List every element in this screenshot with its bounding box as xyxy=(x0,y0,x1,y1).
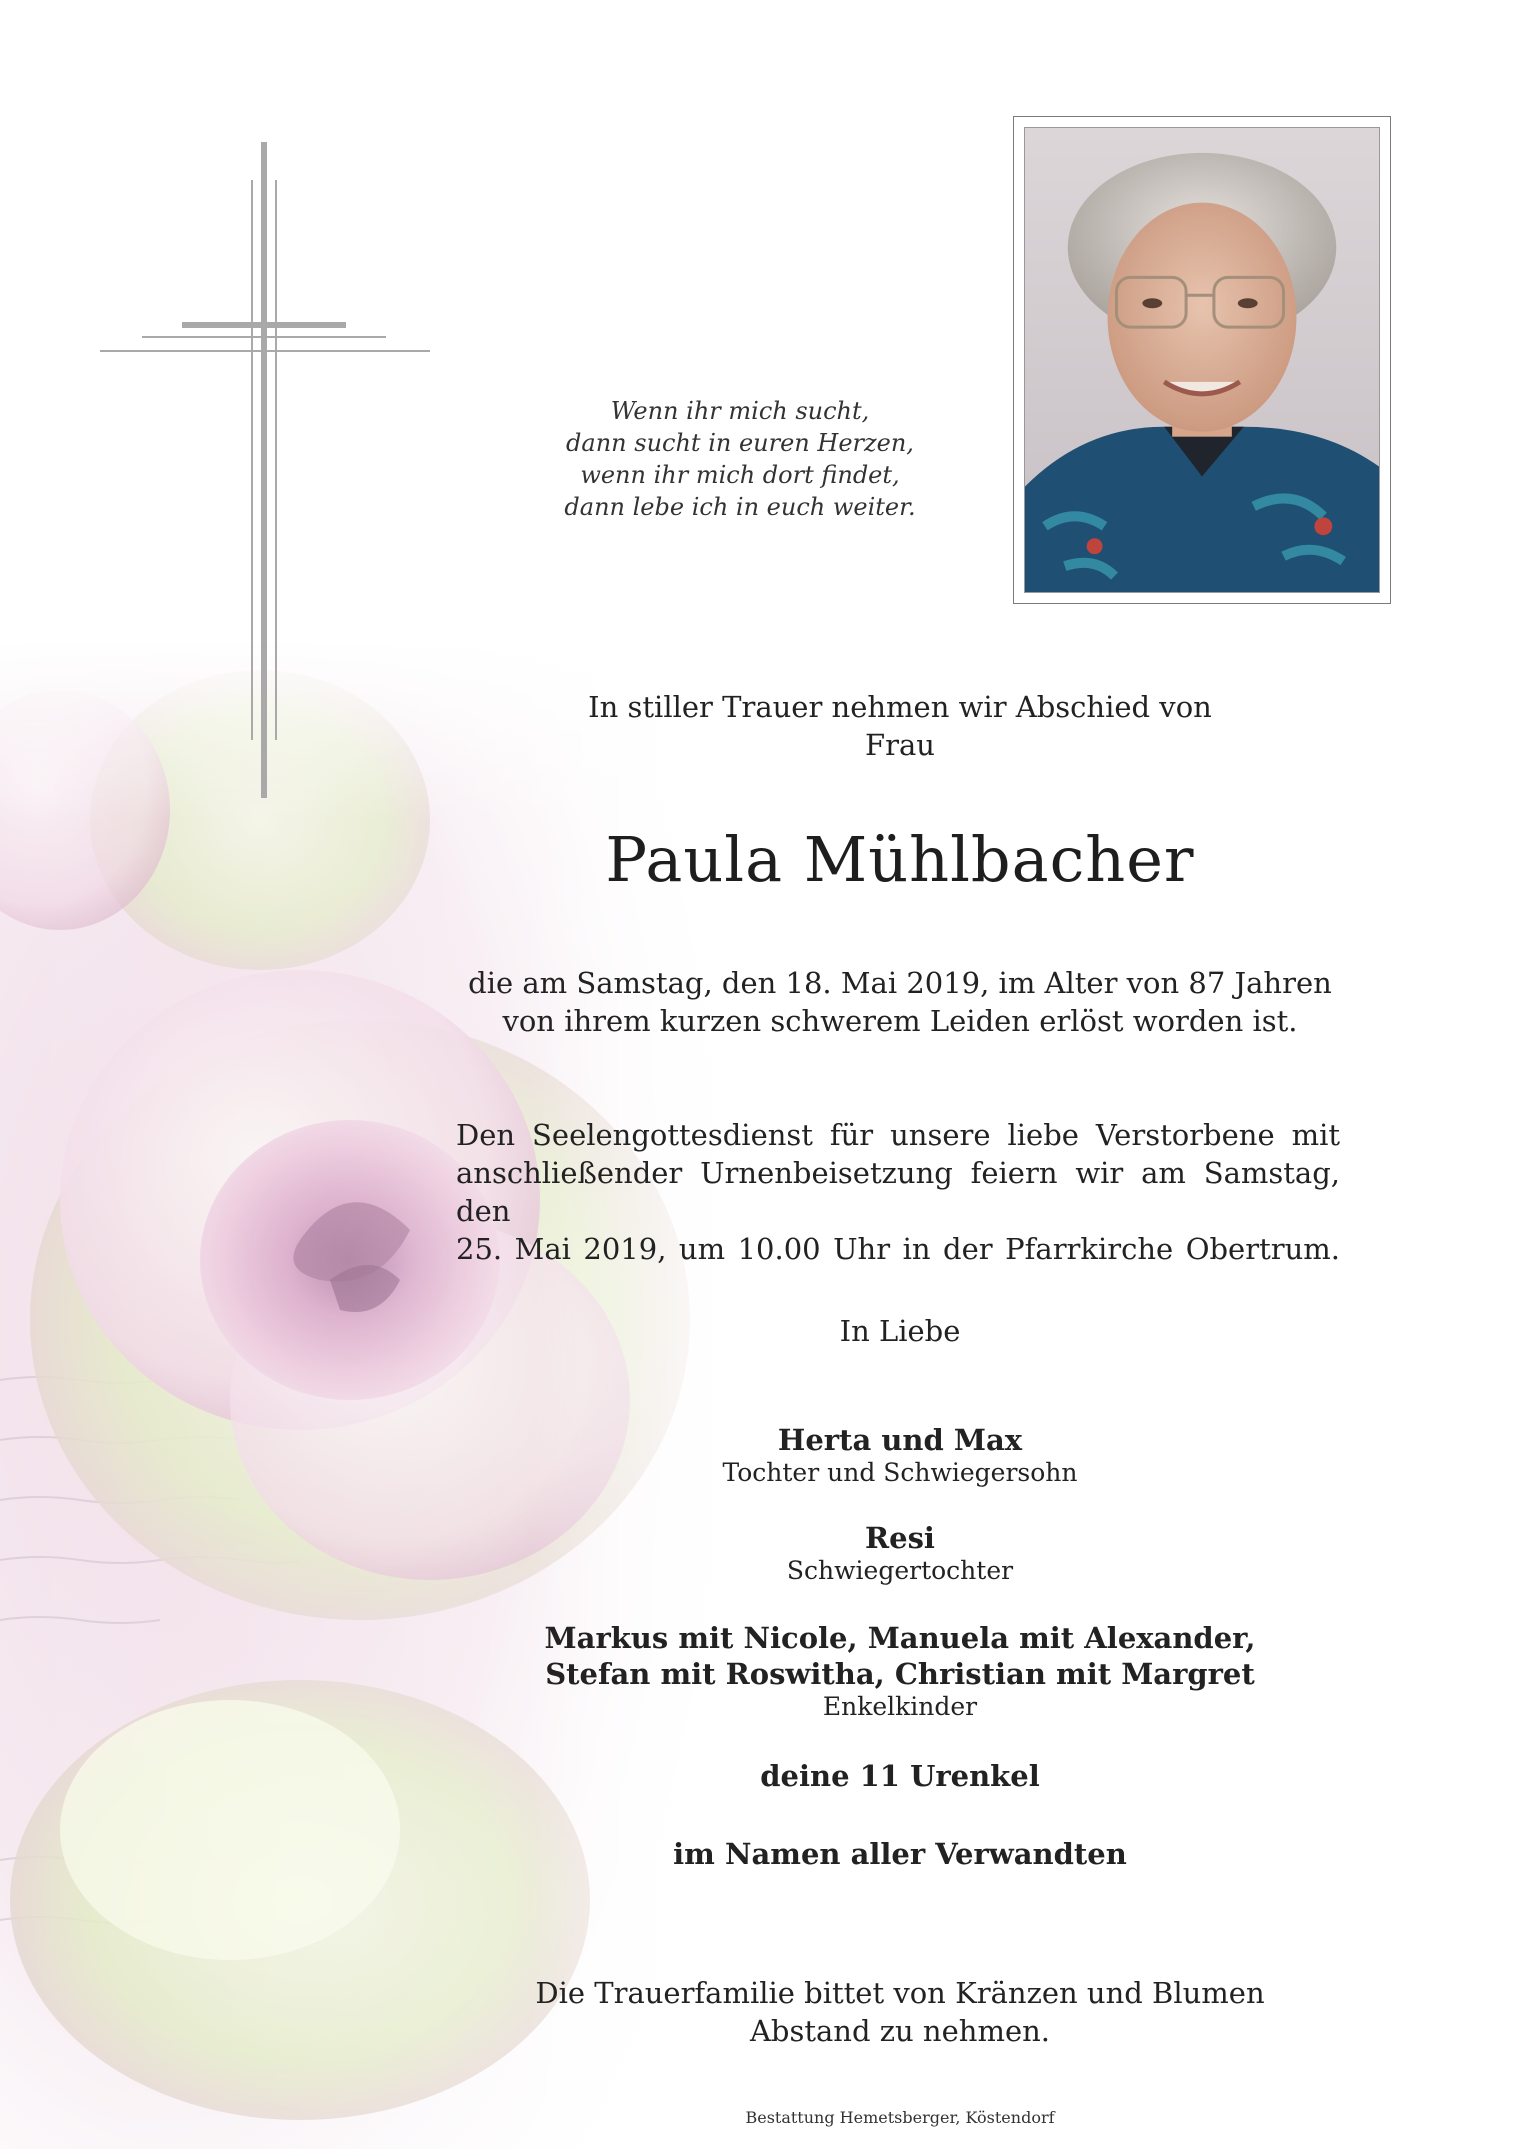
intro-text xyxy=(440,688,1360,764)
family-entry xyxy=(440,1758,1360,1794)
portrait-illustration xyxy=(1025,128,1379,592)
closing-request xyxy=(440,1974,1360,2050)
family-relation: Enkelkinder xyxy=(822,1692,978,1721)
family-names: deine 11 Urenkel xyxy=(760,1759,1040,1793)
family-entry xyxy=(440,1520,1360,1586)
portrait-photo xyxy=(1024,127,1380,593)
family-names: Resi xyxy=(865,1521,935,1555)
intro-salutation: Frau xyxy=(865,728,935,762)
service-announcement xyxy=(456,1116,1340,1268)
family-entry xyxy=(440,1836,1360,1872)
family-entry xyxy=(440,1620,1360,1722)
memorial-verse xyxy=(500,395,980,523)
in-love-label: In Liebe xyxy=(839,1314,961,1348)
family-names: Markus mit Nicole, Manuela mit Alexander, xyxy=(544,1621,1256,1655)
funeral-home-credit: Bestattung Hemetsberger, Köstendorf xyxy=(745,2108,1055,2127)
intro-line: In stiller Trauer nehmen wir Abschied von xyxy=(588,690,1212,724)
death-notice-line: die am Samstag, den 18. Mai 2019, im Alter von 87 Jahren xyxy=(468,966,1332,1000)
portrait-frame xyxy=(1013,116,1391,604)
closing-line: Abstand zu nehmen. xyxy=(749,2014,1051,2048)
family-names: Stefan mit Roswitha, Christian mit Margret xyxy=(545,1657,1255,1691)
service-line: 25. Mai 2019, um 10.00 Uhr in der Pfarrkirche Obertrum. xyxy=(456,1232,1340,1266)
family-entry xyxy=(440,1422,1360,1488)
verse-line: wenn ihr mich dort findet, xyxy=(580,461,900,489)
family-names: im Namen aller Verwandten xyxy=(673,1837,1127,1871)
cross-icon xyxy=(100,140,430,800)
service-line: Den Seelengottesdienst für unsere liebe Verstorbene mit xyxy=(456,1118,1340,1152)
service-line: anschließender Urnenbeisetzung feiern wir am Samstag, den xyxy=(456,1156,1340,1228)
verse-line: dann sucht in euren Herzen, xyxy=(566,429,914,457)
death-notice-line: von ihrem kurzen schwerem Leiden erlöst worden ist. xyxy=(502,1004,1298,1038)
deceased-name: Paula Mühlbacher xyxy=(605,823,1195,896)
closing-line: Die Trauerfamilie bittet von Kränzen und Blumen xyxy=(535,1976,1265,2010)
family-relation: Tochter und Schwiegersohn xyxy=(722,1458,1078,1487)
family-relation: Schwiegertochter xyxy=(786,1556,1014,1585)
verse-line: Wenn ihr mich sucht, xyxy=(610,397,870,425)
verse-line: dann lebe ich in euch weiter. xyxy=(564,493,916,521)
family-names: Herta und Max xyxy=(777,1423,1023,1457)
death-notice xyxy=(440,964,1360,1040)
